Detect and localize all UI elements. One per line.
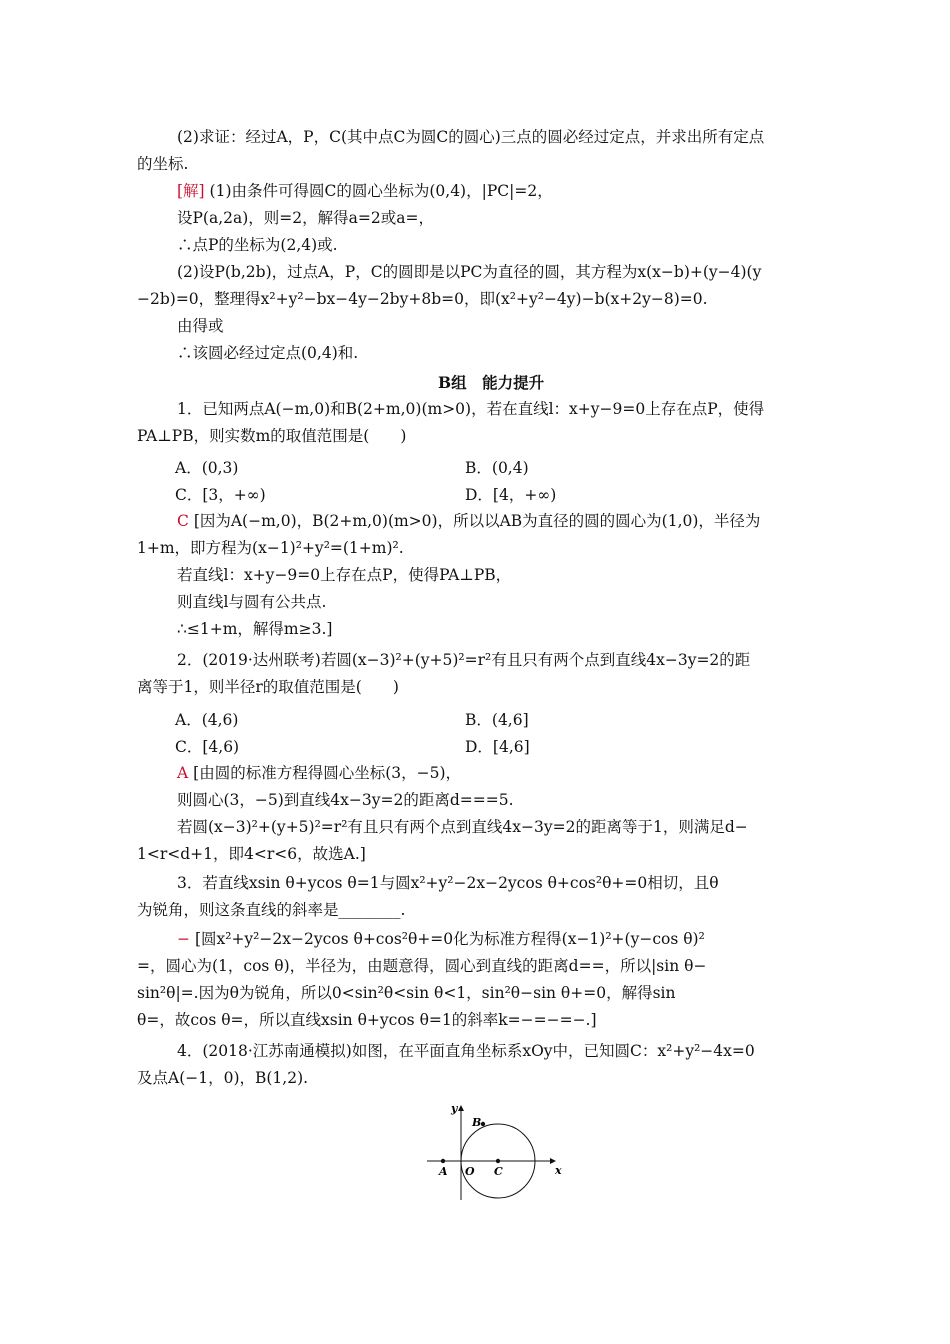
point-a [441,1159,445,1163]
solution-mark: [解] [177,182,205,200]
text-line: 若直线l：x+y−9=0上存在点P，使得PA⊥PB， [177,566,512,584]
label-b: B [472,1116,482,1129]
text-line: 1+m，即方程为(x−1)²+y²=(1+m)². [137,539,404,557]
text-line: =，圆心为(1，cos θ)，半径为，由题意得，圆心到直线的距离d==，所以|sin θ− [137,957,707,975]
text-line: (2)设P(b,2b)，过点A，P，C的圆即是以PC为直径的圆，其方程为x(x−b)+(y−4)(y [177,263,762,281]
question-2: 2．(2019·达州联考)若圆(x−3)²+(y+5)²=r²有且只有两个点到直线4x−3y=2的距 [177,651,751,669]
text-line: sin²θ|=.因为θ为锐角，所以0<sin²θ<sin θ<1，sin²θ−sin θ+=0，解得sin [137,984,676,1002]
label-a: A [439,1165,448,1178]
text-line: 1<r<d+1，即4<r<6，故选A.] [137,845,366,863]
text-line: −2b)=0，整理得x²+y²−bx−4y−2by+8b=0，即(x²+y²−4y)−b(x+2y−8)=0. [137,290,708,308]
text-line: 若圆(x−3)²+(y+5)²=r²有且只有两个点到直线4x−3y=2的距离等于1，则满足d− [177,818,748,836]
text-line: 及点A(−1，0)，B(1,2). [137,1069,309,1087]
answer-2 [177,763,461,783]
text-line: 离等于1，则半径r的取值范围是( ) [137,678,399,696]
answer-1 [177,511,760,531]
section-title: B组 能力提升 [438,373,545,392]
answer-mark: C [177,512,189,530]
label-c: C [494,1165,503,1178]
text-line: θ=，故cos θ=，所以直线xsin θ+ycos θ=1的斜率k=−=−=−.] [137,1011,597,1029]
label-o: O [465,1165,475,1178]
q1-option-d: D．[4，+∞) [465,486,557,504]
answer-text: [因为A(−m,0)，B(2+m,0)(m>0)，所以以AB为直径的圆的圆心为(1,0)，半径为 [193,512,761,530]
solution-text: (1)由条件可得圆C的圆心坐标为(0,4)，|PC|=2， [209,182,553,200]
question-3: 3．若直线xsin θ+ycos θ=1与圆x²+y²−2x−2ycos θ+cos²θ+=0相切，且θ [177,874,719,892]
point-b [481,1122,485,1126]
question-1: 1．已知两点A(−m,0)和B(2+m,0)(m>0)，若在直线l：x+y−9=0上存在点P，使得 [177,400,765,418]
text-line: 的坐标. [137,155,189,173]
q2-option-c: C．[4,6) [175,738,240,756]
text-line: 由得或 [177,317,224,335]
answer-3 [177,929,705,949]
solution-1 [177,181,553,201]
q1-option-c: C．[3，+∞) [175,486,266,504]
answer-mark: A [177,764,189,782]
x-label: x [555,1164,562,1177]
q2-option-b: B．(4,6] [465,711,529,729]
q2-option-d: D．[4,6] [465,738,530,756]
answer-text: [由圆的标准方程得圆心坐标(3，−5)， [193,764,461,782]
point-c [496,1159,500,1163]
y-label: y [451,1102,458,1115]
text-line: ∴该圆必经过定点(0,4)和. [177,344,359,362]
text-line: PA⊥PB，则实数m的取值范围是( ) [137,427,407,445]
text-line: 设P(a,2a)，则=2，解得a=2或a=， [177,209,434,227]
text-line: ∴≤1+m，解得m≥3.] [177,620,333,638]
text-line: ∴点P的坐标为(2,4)或. [177,236,338,254]
q1-option-a: A．(0,3) [175,459,239,477]
text-line: 则直线l与圆有公共点. [177,593,327,611]
question-4: 4．(2018·江苏南通模拟)如图，在平面直角坐标系xOy中，已知圆C：x²+y²−4x=0 [177,1042,755,1060]
text-line: 则圆心(3，−5)到直线4x−3y=2的距离d===5. [177,791,514,809]
text-line: (2)求证：经过A，P，C(其中点C为圆C的圆心)三点的圆必经过定点，并求出所有定点 [177,128,765,146]
q1-option-b: B．(0,4) [465,459,529,477]
q2-option-a: A．(4,6) [175,711,239,729]
answer-mark: − [177,930,190,948]
answer-text: [圆x²+y²−2x−2ycos θ+cos²θ+=0化为标准方程得(x−1)²+(y−cos θ)² [194,930,705,948]
coordinate-figure [425,1100,565,1205]
text-line: 为锐角，则这条直线的斜率是________. [137,901,406,919]
